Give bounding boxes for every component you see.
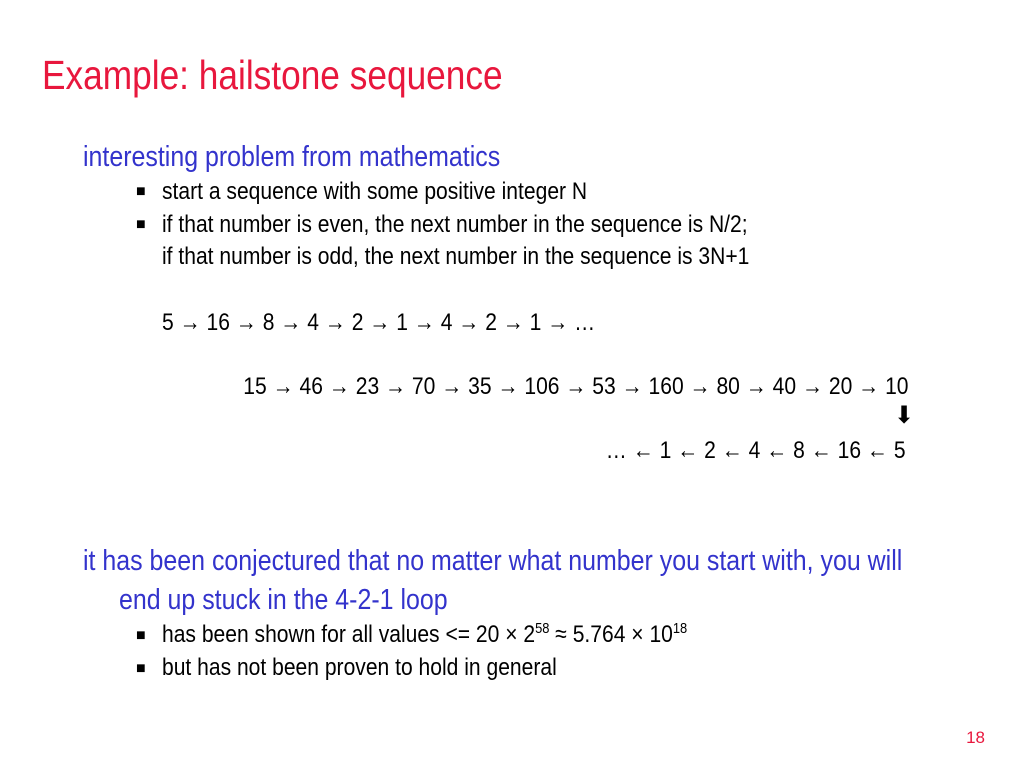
sequence-loop-back: … ← 1 ← 2 ← 4 ← 8 ← 16 ← 5 [606, 437, 906, 464]
page-number: 18 [966, 728, 985, 747]
bullet-start-sequence: start a sequence with some positive integer N [162, 178, 588, 205]
section2-heading-line1: it has been conjectured that no matter what number you start with, you will [83, 545, 903, 577]
bullet-marker: ■ [136, 183, 146, 200]
bound-text: has been shown for all values <= 20 × 2 [162, 621, 536, 648]
sequence-from-5: 5 → 16 → 8 → 4 → 2 → 1 → 4 → 2 → 1 → … [162, 309, 596, 336]
exponent-18: 18 [672, 620, 688, 637]
bullet-marker: ■ [136, 216, 146, 233]
bullet-marker: ■ [136, 660, 146, 677]
sequence-from-15: 15 → 46 → 23 → 70 → 35 → 106 → 53 → 160 → 80 → 40 → 20 → 10 [243, 373, 909, 400]
bullet-even-rule: if that number is even, the next number in the sequence is N/2; [162, 211, 748, 238]
exponent-58: 58 [535, 620, 550, 637]
section2-heading-line2: end up stuck in the 4-2-1 loop [119, 584, 448, 616]
bullet-marker: ■ [136, 627, 146, 644]
bullet-shown-values [162, 621, 687, 649]
approx-text: ≈ 5.764 × 10 [549, 621, 673, 648]
slide-title: Example: hailstone sequence [42, 52, 503, 98]
bullet-not-proven: but has not been proven to hold in general [162, 654, 557, 681]
down-arrow-icon: ⬇ [894, 402, 915, 429]
odd-rule-line: if that number is odd, the next number in the sequence is 3N+1 [162, 243, 750, 270]
section1-heading: interesting problem from mathematics [83, 141, 501, 173]
